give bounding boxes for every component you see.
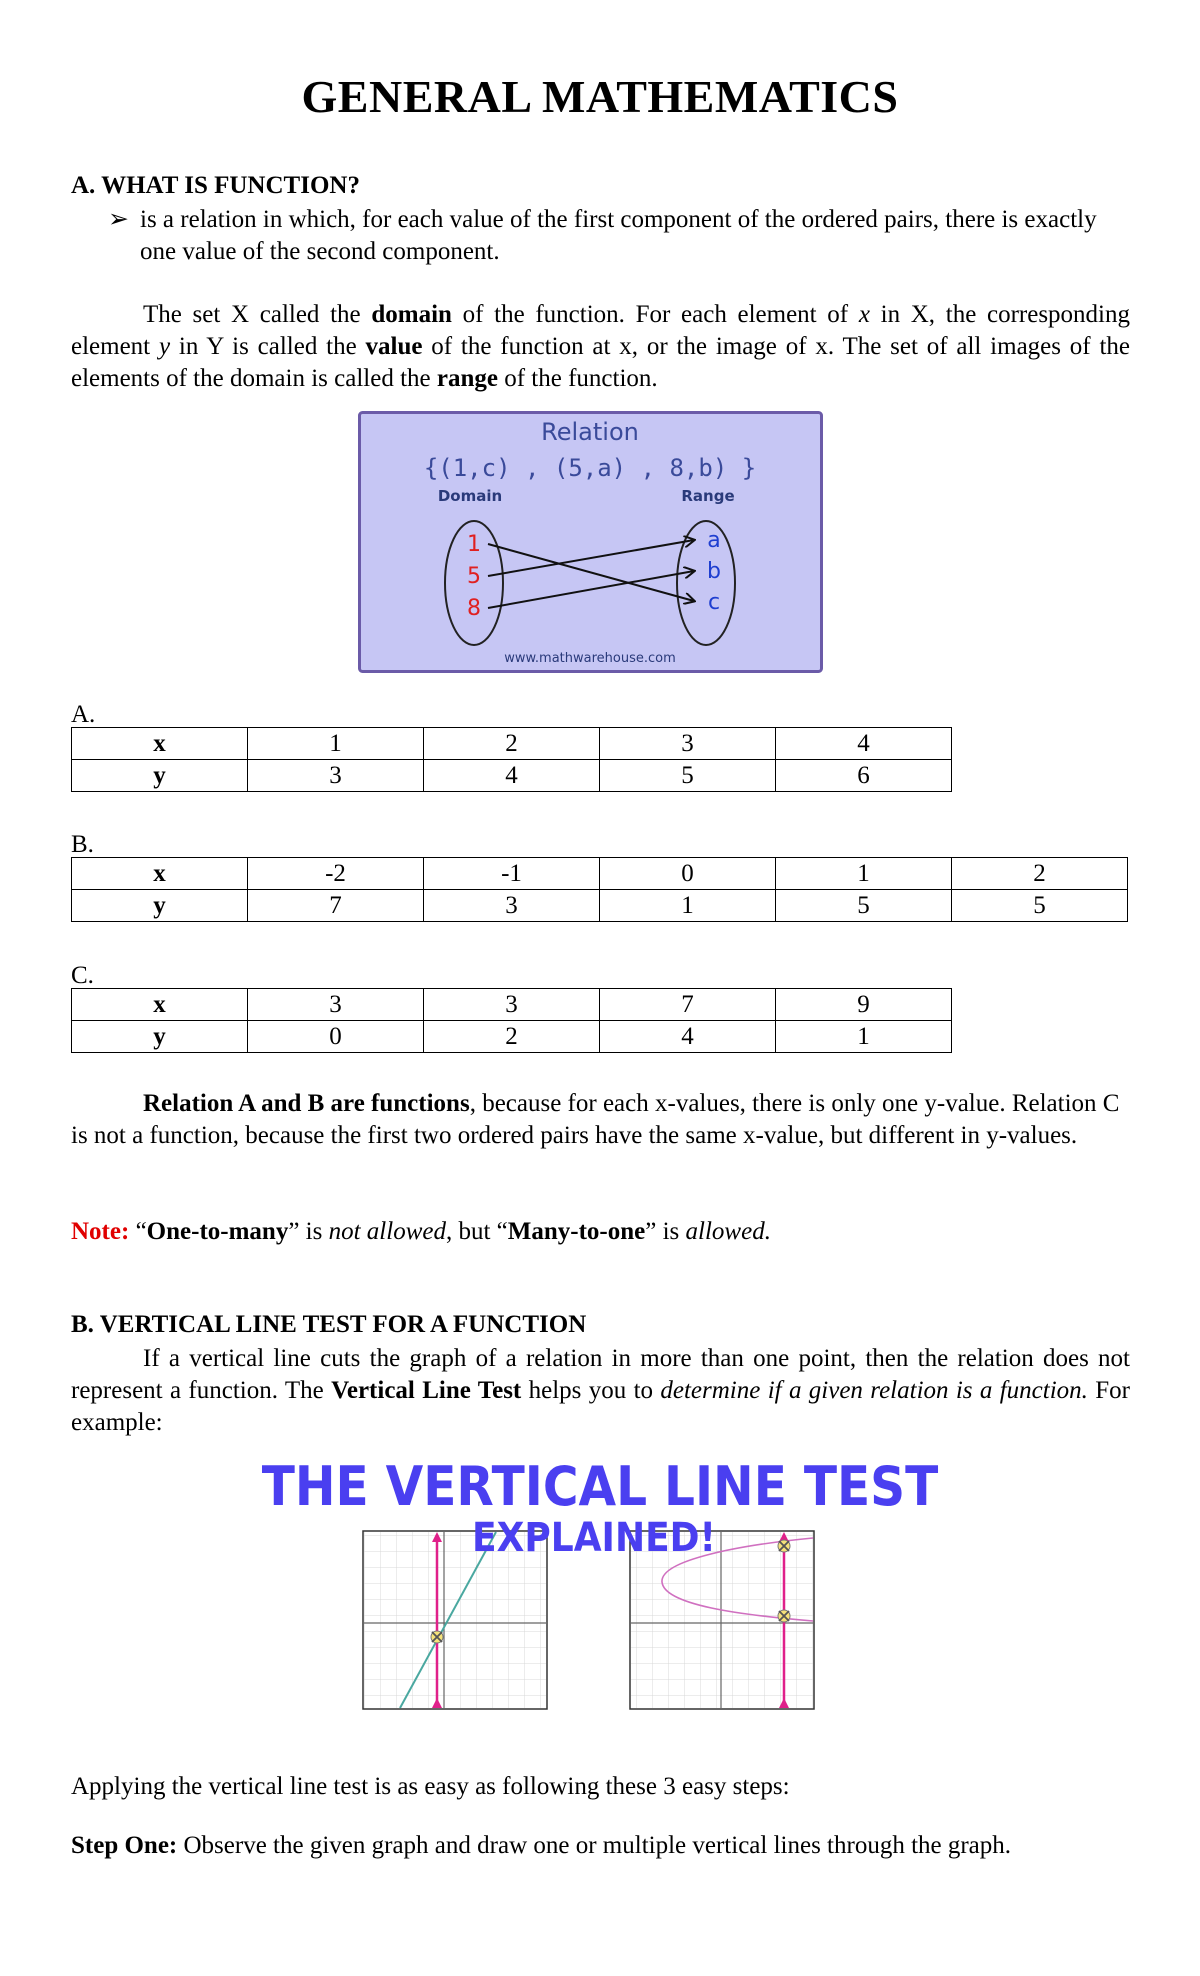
step-one-paragraph: Step One: Observe the given graph and draw one or multiple vertical lines through the graph. xyxy=(71,1832,1012,1859)
x-cell: -2 xyxy=(248,858,424,890)
x-cell: 1 xyxy=(248,728,424,760)
table-a-x-row xyxy=(72,728,952,760)
x-cell: 3 xyxy=(424,989,600,1021)
y-cell: 5 xyxy=(952,890,1128,922)
y-cell: 5 xyxy=(776,890,952,922)
y-cell: 3 xyxy=(424,890,600,922)
note-paragraph: Note: “One-to-many” is not allowed, but “Many-to-one” is allowed. xyxy=(71,1218,771,1245)
domain-label: Domain xyxy=(437,487,503,505)
table-a xyxy=(71,727,952,792)
y-cell: 2 xyxy=(424,1021,600,1053)
range-element-b: b xyxy=(707,559,721,584)
section-a-heading: A. WHAT IS FUNCTION? xyxy=(71,172,360,199)
domain-element-1: 1 xyxy=(467,532,481,557)
y-header-cell: y xyxy=(72,1021,248,1053)
page-title: GENERAL MATHEMATICS xyxy=(301,71,899,122)
relation-figure-background xyxy=(360,413,822,672)
table-a-label: A. xyxy=(71,701,96,728)
y-cell: 1 xyxy=(776,1021,952,1053)
relation-set-notation: {(1,c) , (5,a) , 8,b) } xyxy=(423,454,757,482)
y-cell: 5 xyxy=(600,760,776,792)
x-cell: 0 xyxy=(600,858,776,890)
range-element-c: c xyxy=(707,590,721,615)
table-a-y-row xyxy=(72,760,952,792)
table-c-x-row xyxy=(72,989,952,1021)
table-b-x-row xyxy=(72,858,1128,890)
y-cell: 4 xyxy=(600,1021,776,1053)
x-cell: 2 xyxy=(952,858,1128,890)
y-cell: 3 xyxy=(248,760,424,792)
figure-credit: www.mathwarehouse.com xyxy=(504,651,676,666)
vertical-line-test-paragraph: If a vertical line cuts the graph of a relation in more than one point, then the relation does not represent a function. The Vertical Line Test helps you to determine if a given relation is a function. For example: xyxy=(71,1345,1130,1436)
table-b xyxy=(71,857,1128,922)
table-c-label: C. xyxy=(71,962,94,989)
vlt-title-line2: EXPLAINED! xyxy=(472,1514,716,1561)
x-cell: 2 xyxy=(424,728,600,760)
y-cell: 0 xyxy=(248,1021,424,1053)
domain-range-paragraph: The set X called the domain of the function. For each element of x in X, the corresponding element y in Y is called the value of the function at x, or the image of x. The set of all images of the elements of the domain is called the range of the function. xyxy=(71,301,1130,392)
x-cell: -1 xyxy=(424,858,600,890)
relation-figure-title: Relation xyxy=(541,418,639,446)
x-cell: 9 xyxy=(776,989,952,1021)
range-label: Range xyxy=(681,487,735,505)
table-c xyxy=(71,988,952,1053)
domain-element-8: 8 xyxy=(467,596,481,621)
table-c-y-row xyxy=(72,1021,952,1053)
y-header-cell: y xyxy=(72,760,248,792)
right-intersection-mark-icon xyxy=(778,1540,790,1552)
right-intersection-mark-icon xyxy=(778,1610,790,1622)
y-cell: 4 xyxy=(424,760,600,792)
left-intersection-mark-icon xyxy=(431,1631,443,1643)
domain-element-5: 5 xyxy=(467,564,481,589)
x-cell: 3 xyxy=(600,728,776,760)
x-cell: 4 xyxy=(776,728,952,760)
definition-bullet-text: is a relation in which, for each value of the first component of the ordered pairs, there is exactly one value of the second component. xyxy=(140,206,1097,265)
x-header-cell: x xyxy=(72,858,248,890)
x-cell: 1 xyxy=(776,858,952,890)
bullet-arrow-icon: ➢ xyxy=(108,206,129,233)
vlt-title-line1: THE VERTICAL LINE TEST xyxy=(261,1455,939,1519)
steps-intro-paragraph: Applying the vertical line test is as easy as following these 3 easy steps: xyxy=(71,1773,790,1800)
x-header-cell: x xyxy=(72,728,248,760)
table-b-y-row xyxy=(72,890,1128,922)
table-b-label: B. xyxy=(71,831,94,858)
vertical-line-test-figure xyxy=(261,1455,939,1715)
y-header-cell: y xyxy=(72,890,248,922)
x-cell: 3 xyxy=(248,989,424,1021)
section-b-heading: B. VERTICAL LINE TEST FOR A FUNCTION xyxy=(71,1311,587,1338)
y-cell: 1 xyxy=(600,890,776,922)
y-cell: 6 xyxy=(776,760,952,792)
y-cell: 7 xyxy=(248,890,424,922)
x-header-cell: x xyxy=(72,989,248,1021)
relation-mapping-diagram xyxy=(358,411,823,673)
note-label: Note: xyxy=(71,1218,130,1245)
x-cell: 7 xyxy=(600,989,776,1021)
step-one-label: Step One: xyxy=(71,1832,178,1859)
range-element-a: a xyxy=(707,528,721,553)
function-explanation-paragraph: Relation A and B are functions, because for each x-values, there is only one y-value. Relation C is not a function, because the first two ordered pairs have the same x-value, but different in y-values. xyxy=(71,1090,1120,1149)
